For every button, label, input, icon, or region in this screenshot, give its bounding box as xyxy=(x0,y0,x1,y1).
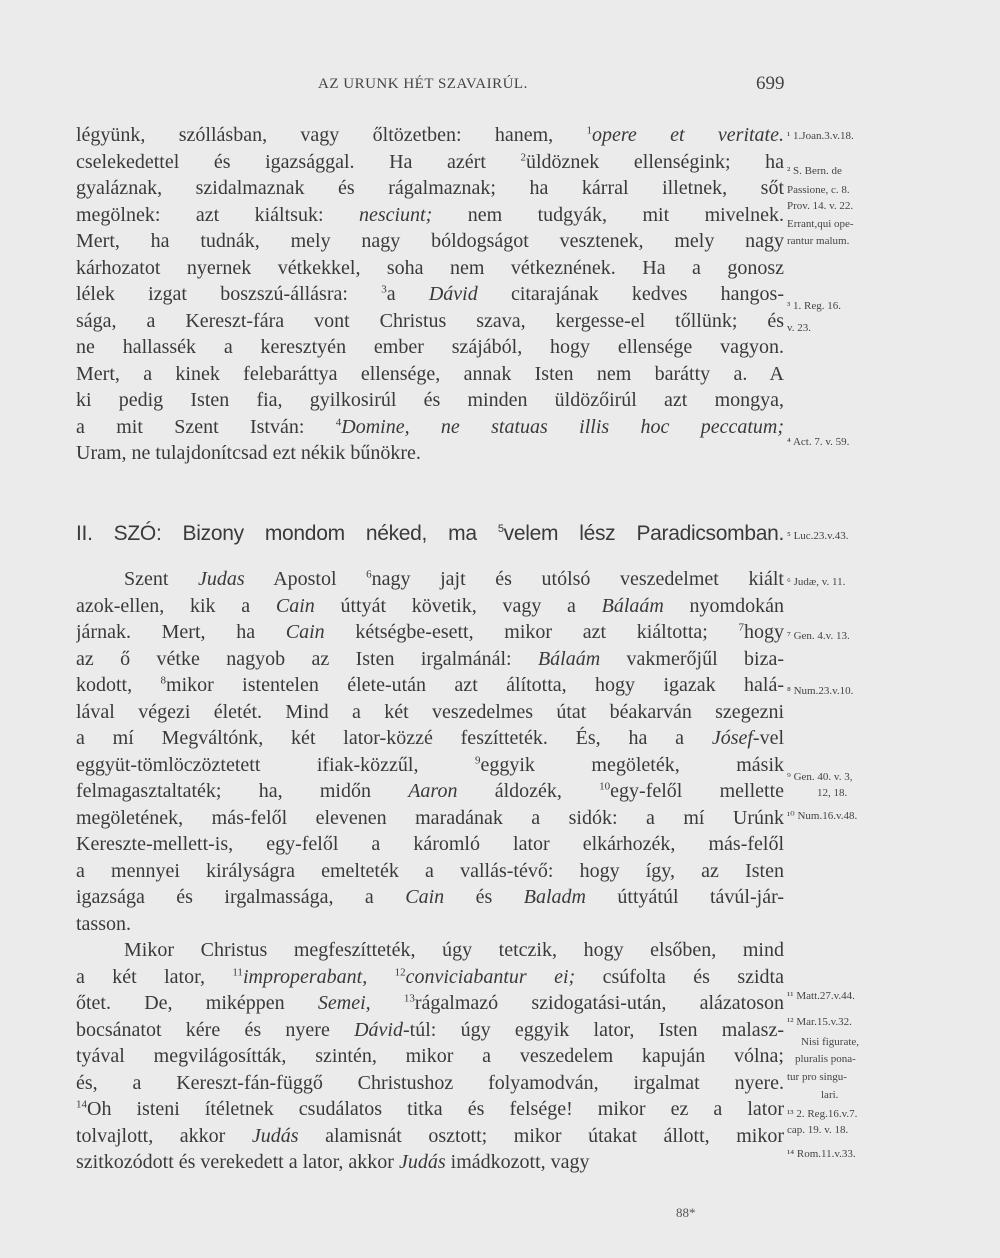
text-line xyxy=(76,831,784,858)
margin-note: tur pro singu- xyxy=(787,1071,847,1083)
text-segment: kétségbe-esett, mikor azt kiáltotta; xyxy=(324,621,739,643)
text-line xyxy=(76,1070,784,1097)
margin-note: ¹ 1.Joan.3.v.18. xyxy=(787,130,854,142)
text-segment: légyünk, szóllásban, vagy őltözetben: hanem, xyxy=(76,124,587,146)
text-line xyxy=(76,858,784,885)
text-segment: Mert, a kinek felebaráttya ellensége, annak Isten nem barátty a. A xyxy=(76,362,784,385)
margin-note: ⁷ Gen. 4.v. 13. xyxy=(787,630,850,642)
text-segment: sága, a Kereszt-fára vont Christus szava, kergesse-el tőllünk; és xyxy=(76,309,784,332)
margin-note: cap. 19. v. 18. xyxy=(787,1124,849,1136)
text-segment: Szent xyxy=(124,568,199,590)
text-segment: tolvajlott, akkor xyxy=(76,1124,252,1147)
text-segment: Judás xyxy=(251,1124,299,1147)
text-segment: 6 xyxy=(366,568,372,581)
text-segment: eggyik megöleték, másik xyxy=(480,753,784,776)
text-line xyxy=(76,308,784,335)
text-segment: mikor istentelen élete-után azt álította, hogy igazak halá- xyxy=(166,674,784,696)
text-segment: járnak. Mert, ha xyxy=(76,621,286,643)
text-segment: Cain xyxy=(405,886,445,908)
heading-segment: II. SZÓ: Bizony mondom néked, ma xyxy=(76,522,498,545)
text-segment: kárhozatot nyernek vétkekkel, soha nem vétkeznének. Ha a gonosz xyxy=(76,256,784,279)
text-segment: a két lator, xyxy=(76,965,233,988)
text-line xyxy=(76,1123,784,1150)
text-segment: Bálaám xyxy=(537,647,601,670)
text-segment: hogy xyxy=(743,621,784,643)
section-heading xyxy=(76,522,784,550)
text-segment: citarajának kedves hangos- xyxy=(477,283,784,305)
margin-note: ⁸ Num.23.v.10. xyxy=(787,685,854,697)
text-segment: 9 xyxy=(475,753,481,766)
text-line xyxy=(76,1043,784,1070)
text-line xyxy=(76,361,784,388)
text-segment: a mennyei királyságra emelteték a vallás-tévő: hogy így, az Isten xyxy=(76,859,784,882)
text-segment: lával végezi életét. Mind a két veszedelmes útat béakarván szegezni xyxy=(76,700,784,723)
text-line xyxy=(76,990,784,1017)
text-line xyxy=(76,725,784,752)
running-head: AZ URUNK HÉT SZAVAIRÚL. xyxy=(318,76,528,92)
paragraph-block-1 xyxy=(76,122,784,467)
page-number: 699 xyxy=(756,73,785,94)
text-line xyxy=(76,149,784,176)
text-segment: -vel xyxy=(752,727,784,749)
text-segment: alamisnát osztott; mikor útakat állott, mikor xyxy=(298,1124,784,1147)
text-line xyxy=(76,228,784,255)
text-segment: 12 xyxy=(394,965,406,978)
margin-note: ¹¹ Matt.27.v.44. xyxy=(787,990,855,1002)
margin-note: lari. xyxy=(821,1089,839,1101)
text-segment: és, a Kereszt-fán-függő Christushoz folyamodván, irgalmat nyere. xyxy=(76,1071,784,1094)
text-segment: 1 xyxy=(586,124,592,137)
text-segment: eggyüt-tömlöczöztetett ifiak-közzűl, xyxy=(76,753,475,776)
text-segment: megölnek: azt kiáltsuk: xyxy=(76,203,359,226)
text-segment: megöletének, más-felől elevenen maradának a sidók: a mí Urúnk xyxy=(76,806,784,829)
text-line xyxy=(76,334,784,361)
text-segment: egy-felől mellette xyxy=(610,780,784,802)
text-segment: őtet. De, miképpen xyxy=(76,992,318,1014)
text-line xyxy=(76,937,784,964)
text-segment: ki pedig Isten fia, gyilkosirúl és minden üldözőirúl azt mongya, xyxy=(76,389,784,411)
text-segment: szitkozódott és verekedett a lator, akkor xyxy=(76,1151,399,1173)
text-line xyxy=(76,175,784,202)
text-segment xyxy=(371,992,404,1014)
text-segment: cselekedettel és igazsággal. Ha azért xyxy=(76,150,521,173)
text-segment: Judás xyxy=(398,1151,446,1173)
text-segment: áldozék, xyxy=(457,780,600,802)
text-segment: nyomdokán xyxy=(663,594,784,617)
text-line xyxy=(76,884,784,911)
heading-segment: 5 xyxy=(497,523,504,535)
text-segment: igazsága és irgalmassága, a xyxy=(76,886,406,908)
text-segment: felmagasztaltaték; ha, midőn xyxy=(76,780,409,802)
text-segment: 11 xyxy=(232,965,243,978)
text-segment: kodott, xyxy=(76,674,161,696)
text-segment: nesciunt; xyxy=(358,203,433,226)
text-segment: imádkozott, vagy xyxy=(445,1151,590,1173)
margin-note: v. 23. xyxy=(787,322,812,334)
text-segment: nem tudgyák, mit mivelnek. xyxy=(432,203,784,226)
text-line xyxy=(76,281,784,308)
text-line xyxy=(76,911,784,938)
margin-note: ¹³ 2. Reg.16.v.7. xyxy=(787,1108,858,1120)
text-line xyxy=(76,672,784,699)
text-segment: 2 xyxy=(520,150,526,163)
text-segment: tyával megvilágosítták, szintén, mikor a veszedelem kapuján vólna; xyxy=(76,1045,784,1067)
margin-note: 12, 18. xyxy=(817,787,848,799)
text-segment: Cain xyxy=(275,594,315,617)
margin-note: ¹⁰ Num.16.v.48. xyxy=(787,810,858,822)
text-line xyxy=(76,414,784,441)
text-line xyxy=(76,752,784,779)
text-segment: Jósef xyxy=(711,727,753,749)
margin-note: Nisi figurate, xyxy=(801,1036,860,1048)
text-segment: Dávid xyxy=(428,283,478,305)
text-segment xyxy=(367,966,394,988)
text-segment: Cain xyxy=(285,621,325,643)
text-segment: Mikor Christus megfeszítteték, úgy tetczik, hogy elsőben, mind xyxy=(124,939,784,961)
text-line xyxy=(76,202,784,229)
text-segment: az ő vétke nagyob az Isten irgalmánál: xyxy=(76,647,538,670)
text-line xyxy=(76,1149,784,1176)
text-segment: opere et veritate. xyxy=(592,124,784,146)
text-segment: Kereszte-mellett-is, egy-felől a káromló lator elkárhozék, más-felől xyxy=(76,833,784,855)
text-segment: Dávid xyxy=(354,1018,403,1041)
text-line xyxy=(76,805,784,832)
text-segment: rágalmazó szidogatási-után, alázatoson xyxy=(414,992,784,1014)
text-segment: Domine, ne statuas illis hoc peccatum; xyxy=(341,415,784,438)
text-segment: csúfolta és szidta xyxy=(575,965,784,988)
signature-mark: 88* xyxy=(676,1205,696,1220)
margin-note: pluralis pona- xyxy=(795,1053,856,1065)
text-segment: 7 xyxy=(738,621,744,634)
text-segment: úttyát követik, vagy a xyxy=(314,594,602,617)
text-segment: üldöznek ellenségink; ha xyxy=(525,150,784,173)
margin-note: ¹⁴ Rom.11.v.33. xyxy=(787,1148,856,1160)
text-segment: a mí Megváltónk, két lator-közzé feszítteték. És, ha a xyxy=(76,727,712,749)
text-segment: nagy jajt és utólsó veszedelmet kiált xyxy=(371,568,784,590)
text-segment: Semei, xyxy=(317,992,371,1014)
text-line xyxy=(76,778,784,805)
margin-note: Passione, c. 8. xyxy=(787,184,850,196)
text-segment: improperabant, xyxy=(242,965,368,988)
text-segment: lélek izgat boszszú-állásra: xyxy=(76,283,382,305)
text-segment: azok-ellen, kik a xyxy=(76,594,276,617)
text-line xyxy=(76,593,784,620)
margin-note: Prov. 14. v. 22. xyxy=(787,200,854,212)
text-line xyxy=(76,122,784,149)
text-line xyxy=(76,699,784,726)
text-segment: úttyátúl távúl-jár- xyxy=(585,886,784,908)
text-segment: tasson. xyxy=(76,912,131,935)
text-segment: Aaron xyxy=(408,780,458,802)
text-segment: vakmerőjűl biza- xyxy=(600,647,784,670)
text-segment: -túl: úgy eggyik lator, Isten malasz- xyxy=(402,1018,784,1041)
text-segment: 13 xyxy=(403,992,415,1005)
margin-note: Errant,qui ope- xyxy=(787,218,854,230)
margin-note: ⁴ Act. 7. v. 59. xyxy=(787,436,850,448)
margin-note: ¹² Mar.15.v.32. xyxy=(787,1016,852,1028)
margin-note: ³ 1. Reg. 16. xyxy=(787,300,842,312)
text-line xyxy=(76,619,784,646)
heading-segment: velem lész Paradicsomban. xyxy=(503,522,784,545)
text-line xyxy=(76,566,784,593)
text-segment: Uram, ne tulajdonítcsad ezt nékik bűnökre. xyxy=(76,442,421,464)
text-segment: ne hallassék a keresztyén ember szájából, hogy ellensége vagyon. xyxy=(76,336,784,358)
margin-note: ² S. Bern. de xyxy=(787,165,842,177)
text-line xyxy=(76,440,784,467)
paragraph-block-2 xyxy=(76,566,784,1176)
text-segment: Apostol xyxy=(244,568,367,590)
text-segment: Baladm xyxy=(523,886,586,908)
text-segment: gyaláznak, szidalmaznak és rágalmaznak; ha kárral illetnek, sőt xyxy=(76,177,784,199)
text-line xyxy=(76,255,784,282)
text-segment: conviciabantur ei; xyxy=(405,965,576,988)
text-segment: 14 xyxy=(76,1098,87,1111)
text-line xyxy=(76,646,784,673)
text-line xyxy=(76,1096,784,1123)
text-segment: 10 xyxy=(599,780,611,793)
text-segment: a mit Szent István: xyxy=(76,415,336,438)
margin-note: ⁹ Gen. 40. v. 3, xyxy=(787,771,853,783)
text-segment: Oh isteni ítéletnek csudálatos titka és felsége! mikor ez a lator xyxy=(87,1098,784,1120)
margin-note: ⁶ Judæ, v. 11. xyxy=(787,576,846,588)
margin-note: rantur malum. xyxy=(787,235,850,247)
text-segment: és xyxy=(444,886,524,908)
text-segment: a xyxy=(386,283,429,305)
margin-note: ⁵ Luc.23.v.43. xyxy=(787,530,849,542)
text-segment: Judas xyxy=(198,568,245,590)
text-line xyxy=(76,387,784,414)
text-line xyxy=(76,964,784,991)
text-segment: bocsánatot kére és nyere xyxy=(76,1018,355,1041)
text-segment: Mert, ha tudnák, mely nagy bóldogságot vesztenek, mely nagy xyxy=(76,230,784,252)
text-segment: Bálaám xyxy=(601,594,664,617)
text-segment: 8 xyxy=(160,674,167,687)
text-line xyxy=(76,1017,784,1044)
text-segment: 3 xyxy=(381,283,387,296)
text-segment: 4 xyxy=(335,415,342,428)
